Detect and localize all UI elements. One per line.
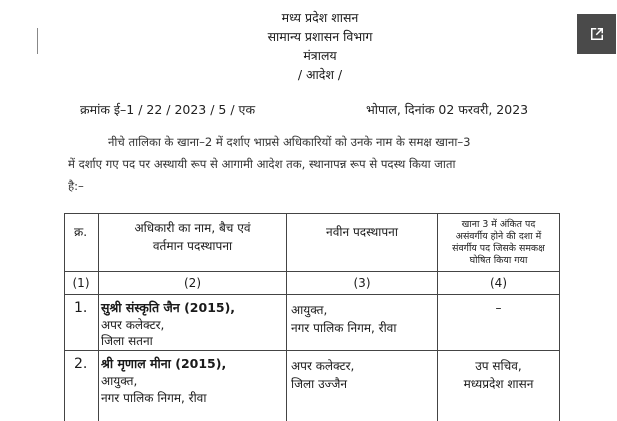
paragraph-line-2: में दर्शाए गए पद पर अस्थायी रूप से आगामी आदेश तक, स्थानापन्न रूप से पदस्थ किया जाता <box>68 157 456 171</box>
row-2-new-line-2: जिला उज्जैन <box>291 377 348 391</box>
header-serial: क्र. <box>74 225 88 239</box>
row-2-equivalent-line-1: उप सचिव, <box>475 359 522 373</box>
header-equivalent-line-3: संवर्गीय पद जिसके समकक्ष <box>452 243 545 254</box>
header-officer-line-1: अधिकारी का नाम, बैच एवं <box>134 221 251 235</box>
row-2-serial: 2. <box>74 356 88 372</box>
header-government: मध्य प्रदेश शासन <box>281 10 359 25</box>
header-officer <box>99 219 286 255</box>
margin-mark <box>37 28 38 54</box>
header-department: सामान्य प्रशासन विभाग <box>267 29 373 44</box>
header-equivalent-line-1: खाना 3 में अंकित पद <box>461 219 536 230</box>
table-header-divider <box>64 271 560 272</box>
open-in-new-icon <box>588 25 606 43</box>
header-order: / आदेश / <box>297 67 343 82</box>
row-1-serial: 1. <box>74 300 88 316</box>
open-in-new-button[interactable] <box>577 14 616 54</box>
header-new-posting: नवीन पदस्थापना <box>326 225 398 239</box>
table-right-border <box>559 213 560 421</box>
table-row-divider <box>64 350 560 351</box>
header-equivalent-post <box>438 219 559 267</box>
header-equivalent-line-4: घोषित किया गया <box>469 255 528 266</box>
row-2-equivalent-post <box>438 357 559 393</box>
header-officer-line-2: वर्तमान पदस्थापना <box>152 239 233 253</box>
row-1-officer-name: सुश्री संस्कृति जैन (2015), <box>101 300 236 315</box>
header-equivalent-line-2: असंवर्गीय होने की दशा में <box>455 231 542 242</box>
reference-number: क्रमांक ई–1 / 22 / 2023 / 5 / एक <box>80 102 256 117</box>
column-number-4: (4) <box>490 276 507 290</box>
posting-table <box>64 213 560 421</box>
row-2-current-line-1: आयुक्त, <box>101 374 138 388</box>
column-number-1: (1) <box>72 276 90 290</box>
header-secretariat: मंत्रालय <box>303 48 337 63</box>
row-2-equivalent-line-2: मध्यप्रदेश शासन <box>463 377 534 391</box>
row-2-new-posting <box>291 357 354 393</box>
row-1-new-posting <box>291 301 396 337</box>
table-col-divider-2 <box>286 213 287 421</box>
order-paragraph <box>68 131 560 197</box>
paragraph-line-1: नीचे तालिका के खाना–2 में दर्शाए भाप्रसे अधिकारियों को उनके नाम के समक्ष खाना–3 <box>108 135 471 149</box>
row-2-current-line-2: नगर पालिक निगम, रीवा <box>101 391 207 405</box>
table-number-divider <box>64 294 560 295</box>
paragraph-line-3: है:– <box>68 179 84 193</box>
row-2-officer-name: श्री मृणाल मीना (2015), <box>101 356 227 371</box>
row-1-current-posting <box>101 317 164 349</box>
row-1-new-line-1: आयुक्त, <box>291 303 328 317</box>
row-1-new-line-2: नगर पालिक निगम, रीवा <box>291 321 397 335</box>
column-number-3: (3) <box>353 276 371 290</box>
table-left-border <box>64 213 65 421</box>
table-top-border <box>64 213 560 214</box>
row-2-new-line-1: अपर कलेक्टर, <box>291 359 355 373</box>
row-1-equivalent-post: – <box>495 301 502 315</box>
column-number-2: (2) <box>184 276 201 290</box>
place-date: भोपाल, दिनांक 02 फरवरी, 2023 <box>366 102 529 117</box>
row-1-current-line-2: जिला सतना <box>101 334 153 348</box>
row-2-current-posting <box>101 373 206 407</box>
row-1-current-line-1: अपर कलेक्टर, <box>101 318 165 332</box>
